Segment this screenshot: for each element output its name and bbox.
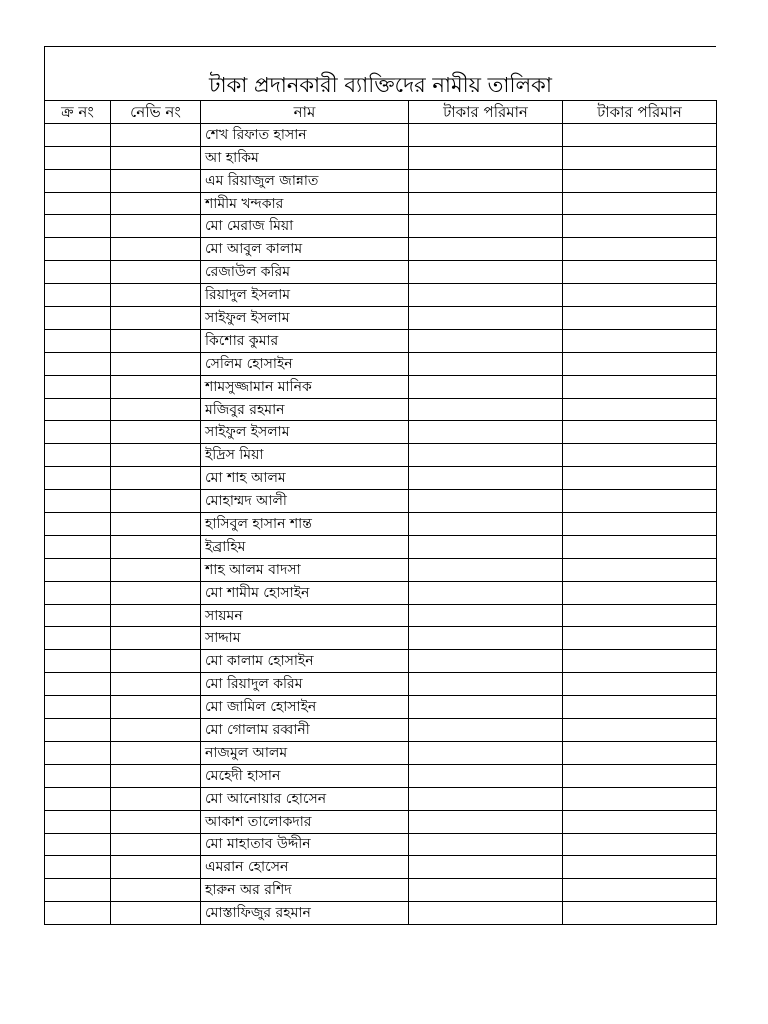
amount-cell-2 <box>563 490 717 513</box>
amount-cell-2 <box>563 375 717 398</box>
amount-cell <box>409 673 563 696</box>
navy-no-cell <box>111 879 201 902</box>
title-cell <box>44 46 716 100</box>
name-cell: মোহাম্মদ আলী <box>201 490 409 513</box>
amount-cell <box>409 833 563 856</box>
amount-cell-2 <box>563 879 717 902</box>
table-row <box>45 444 717 467</box>
amount-cell-2 <box>563 719 717 742</box>
name-cell: মো গোলাম রব্বানী <box>201 719 409 742</box>
name-cell: মজিবুর রহমান <box>201 398 409 421</box>
table-row <box>45 329 717 352</box>
amount-cell <box>409 375 563 398</box>
amount-cell <box>409 398 563 421</box>
table-row <box>45 604 717 627</box>
amount-cell <box>409 764 563 787</box>
name-cell: সেলিম হোসাইন <box>201 352 409 375</box>
serial-cell <box>45 307 111 330</box>
amount-cell <box>409 535 563 558</box>
amount-cell-2 <box>563 238 717 261</box>
amount-cell <box>409 238 563 261</box>
navy-no-cell <box>111 535 201 558</box>
amount-cell <box>409 490 563 513</box>
amount-cell-2 <box>563 650 717 673</box>
amount-cell <box>409 307 563 330</box>
serial-cell <box>45 146 111 169</box>
navy-no-cell <box>111 421 201 444</box>
serial-cell <box>45 398 111 421</box>
amount-cell-2 <box>563 513 717 536</box>
navy-no-cell <box>111 467 201 490</box>
serial-cell <box>45 421 111 444</box>
table-row <box>45 673 717 696</box>
amount-cell <box>409 192 563 215</box>
name-cell: মোস্তাফিজুর রহমান <box>201 902 409 925</box>
name-cell: আ হাকিম <box>201 146 409 169</box>
table-row <box>45 535 717 558</box>
serial-cell <box>45 833 111 856</box>
name-cell: নাজমুল আলম <box>201 741 409 764</box>
navy-no-cell <box>111 650 201 673</box>
table-row <box>45 307 717 330</box>
navy-no-cell <box>111 307 201 330</box>
table-row <box>45 879 717 902</box>
amount-cell-2 <box>563 329 717 352</box>
serial-cell <box>45 810 111 833</box>
amount-cell <box>409 581 563 604</box>
serial-cell <box>45 329 111 352</box>
serial-cell <box>45 215 111 238</box>
table-row <box>45 696 717 719</box>
amount-cell-2 <box>563 192 717 215</box>
serial-cell <box>45 192 111 215</box>
name-cell: হারুন অর রশিদ <box>201 879 409 902</box>
name-cell: কিশোর কুমার <box>201 329 409 352</box>
serial-cell <box>45 513 111 536</box>
navy-no-cell <box>111 398 201 421</box>
navy-no-cell <box>111 238 201 261</box>
navy-no-cell <box>111 696 201 719</box>
table-row <box>45 810 717 833</box>
amount-cell-2 <box>563 444 717 467</box>
amount-cell <box>409 741 563 764</box>
serial-cell <box>45 741 111 764</box>
amount-cell <box>409 810 563 833</box>
navy-no-cell <box>111 558 201 581</box>
navy-no-cell <box>111 604 201 627</box>
name-cell: মো কালাম হোসাইন <box>201 650 409 673</box>
serial-cell <box>45 719 111 742</box>
amount-cell <box>409 627 563 650</box>
spreadsheet <box>44 46 716 925</box>
name-cell: মো জামিল হোসাইন <box>201 696 409 719</box>
name-cell: শাহ আলম বাদসা <box>201 558 409 581</box>
table-row <box>45 467 717 490</box>
navy-no-cell <box>111 284 201 307</box>
table-row <box>45 375 717 398</box>
amount-cell-2 <box>563 764 717 787</box>
navy-no-cell <box>111 513 201 536</box>
name-cell: শামসুজ্জামান মানিক <box>201 375 409 398</box>
header-amount-2: টাকার পরিমান <box>563 101 717 124</box>
amount-cell <box>409 650 563 673</box>
amount-cell-2 <box>563 421 717 444</box>
navy-no-cell <box>111 329 201 352</box>
navy-no-cell <box>111 787 201 810</box>
amount-cell-2 <box>563 673 717 696</box>
amount-cell-2 <box>563 123 717 146</box>
amount-cell-2 <box>563 787 717 810</box>
serial-cell <box>45 375 111 398</box>
navy-no-cell <box>111 833 201 856</box>
serial-cell <box>45 535 111 558</box>
name-cell: মো শাহ আলম <box>201 467 409 490</box>
navy-no-cell <box>111 856 201 879</box>
header-row <box>45 101 717 124</box>
serial-cell <box>45 856 111 879</box>
navy-no-cell <box>111 741 201 764</box>
amount-cell-2 <box>563 581 717 604</box>
amount-cell <box>409 352 563 375</box>
amount-cell-2 <box>563 535 717 558</box>
amount-cell-2 <box>563 696 717 719</box>
amount-cell-2 <box>563 398 717 421</box>
amount-cell <box>409 146 563 169</box>
name-cell: ইদ্রিস মিয়া <box>201 444 409 467</box>
serial-cell <box>45 238 111 261</box>
serial-cell <box>45 650 111 673</box>
table-row <box>45 169 717 192</box>
amount-cell <box>409 604 563 627</box>
amount-cell <box>409 284 563 307</box>
name-cell: মো রিয়াদুল করিম <box>201 673 409 696</box>
name-cell: শামীম খন্দকার <box>201 192 409 215</box>
serial-cell <box>45 558 111 581</box>
amount-cell <box>409 787 563 810</box>
table-row <box>45 856 717 879</box>
amount-cell <box>409 123 563 146</box>
navy-no-cell <box>111 352 201 375</box>
amount-cell-2 <box>563 284 717 307</box>
amount-cell <box>409 329 563 352</box>
navy-no-cell <box>111 375 201 398</box>
header-navy-no: নেভি নং <box>111 101 201 124</box>
serial-cell <box>45 444 111 467</box>
name-cell: এম রিয়াজুল জান্নাত <box>201 169 409 192</box>
amount-cell <box>409 421 563 444</box>
amount-cell <box>409 719 563 742</box>
amount-cell <box>409 261 563 284</box>
navy-no-cell <box>111 719 201 742</box>
table-row <box>45 421 717 444</box>
amount-cell-2 <box>563 146 717 169</box>
amount-cell <box>409 879 563 902</box>
serial-cell <box>45 284 111 307</box>
amount-cell-2 <box>563 467 717 490</box>
serial-cell <box>45 261 111 284</box>
navy-no-cell <box>111 764 201 787</box>
table-body <box>45 123 717 924</box>
amount-cell <box>409 215 563 238</box>
name-cell: সাদ্দাম <box>201 627 409 650</box>
table-row <box>45 719 717 742</box>
navy-no-cell <box>111 215 201 238</box>
table-row <box>45 215 717 238</box>
serial-cell <box>45 467 111 490</box>
navy-no-cell <box>111 123 201 146</box>
name-cell: সাইফুল ইসলাম <box>201 307 409 330</box>
table-row <box>45 787 717 810</box>
navy-no-cell <box>111 810 201 833</box>
table-row <box>45 581 717 604</box>
serial-cell <box>45 787 111 810</box>
header-amount: টাকার পরিমান <box>409 101 563 124</box>
amount-cell-2 <box>563 215 717 238</box>
table-row <box>45 261 717 284</box>
amount-cell <box>409 696 563 719</box>
amount-cell-2 <box>563 169 717 192</box>
amount-cell <box>409 856 563 879</box>
table-row <box>45 513 717 536</box>
table-row <box>45 284 717 307</box>
header-serial-no: ক্র নং <box>45 101 111 124</box>
serial-cell <box>45 627 111 650</box>
name-cell: সায়মন <box>201 604 409 627</box>
navy-no-cell <box>111 444 201 467</box>
table-row <box>45 123 717 146</box>
name-cell: মেহেদী হাসান <box>201 764 409 787</box>
name-cell: রেজাউল করিম <box>201 261 409 284</box>
amount-cell-2 <box>563 833 717 856</box>
navy-no-cell <box>111 192 201 215</box>
navy-no-cell <box>111 627 201 650</box>
table-row <box>45 352 717 375</box>
amount-cell <box>409 902 563 925</box>
name-cell: ইব্রাহিম <box>201 535 409 558</box>
amount-cell-2 <box>563 307 717 330</box>
amount-cell <box>409 444 563 467</box>
table-row <box>45 902 717 925</box>
serial-cell <box>45 352 111 375</box>
amount-cell-2 <box>563 604 717 627</box>
serial-cell <box>45 902 111 925</box>
serial-cell <box>45 490 111 513</box>
table-row <box>45 490 717 513</box>
name-cell: মো মেরাজ মিয়া <box>201 215 409 238</box>
table-row <box>45 650 717 673</box>
name-cell: সাইফুল ইসলাম <box>201 421 409 444</box>
table-row <box>45 398 717 421</box>
table-row <box>45 741 717 764</box>
table-row <box>45 146 717 169</box>
amount-cell <box>409 467 563 490</box>
amount-cell <box>409 169 563 192</box>
serial-cell <box>45 764 111 787</box>
table-row <box>45 833 717 856</box>
name-cell: হাসিবুল হাসান শান্ত <box>201 513 409 536</box>
name-cell: মো শামীম হোসাইন <box>201 581 409 604</box>
amount-cell <box>409 558 563 581</box>
amount-cell-2 <box>563 352 717 375</box>
table-row <box>45 558 717 581</box>
name-cell: এমরান হোসেন <box>201 856 409 879</box>
amount-cell-2 <box>563 261 717 284</box>
navy-no-cell <box>111 673 201 696</box>
navy-no-cell <box>111 902 201 925</box>
table-row <box>45 192 717 215</box>
amount-cell-2 <box>563 627 717 650</box>
header-name: নাম <box>201 101 409 124</box>
name-cell: মো মাহাতাব উদ্দীন <box>201 833 409 856</box>
amount-cell-2 <box>563 902 717 925</box>
document-title: টাকা প্রদানকারী ব্যাক্তিদের নামীয় তালিকা <box>209 73 552 97</box>
serial-cell <box>45 673 111 696</box>
table-row <box>45 627 717 650</box>
amount-cell-2 <box>563 856 717 879</box>
name-cell: রিয়াদুল ইসলাম <box>201 284 409 307</box>
amount-cell-2 <box>563 741 717 764</box>
navy-no-cell <box>111 169 201 192</box>
serial-cell <box>45 169 111 192</box>
name-cell: মো আনোয়ার হোসেন <box>201 787 409 810</box>
amount-cell <box>409 513 563 536</box>
table-row <box>45 764 717 787</box>
navy-no-cell <box>111 581 201 604</box>
name-cell: মো আবুল কালাম <box>201 238 409 261</box>
amount-cell-2 <box>563 558 717 581</box>
navy-no-cell <box>111 490 201 513</box>
table-row <box>45 238 717 261</box>
payer-table <box>44 100 717 925</box>
serial-cell <box>45 604 111 627</box>
serial-cell <box>45 879 111 902</box>
serial-cell <box>45 581 111 604</box>
navy-no-cell <box>111 146 201 169</box>
serial-cell <box>45 696 111 719</box>
name-cell: শেখ রিফাত হাসান <box>201 123 409 146</box>
navy-no-cell <box>111 261 201 284</box>
amount-cell-2 <box>563 810 717 833</box>
name-cell: আকাশ তালোকদার <box>201 810 409 833</box>
serial-cell <box>45 123 111 146</box>
